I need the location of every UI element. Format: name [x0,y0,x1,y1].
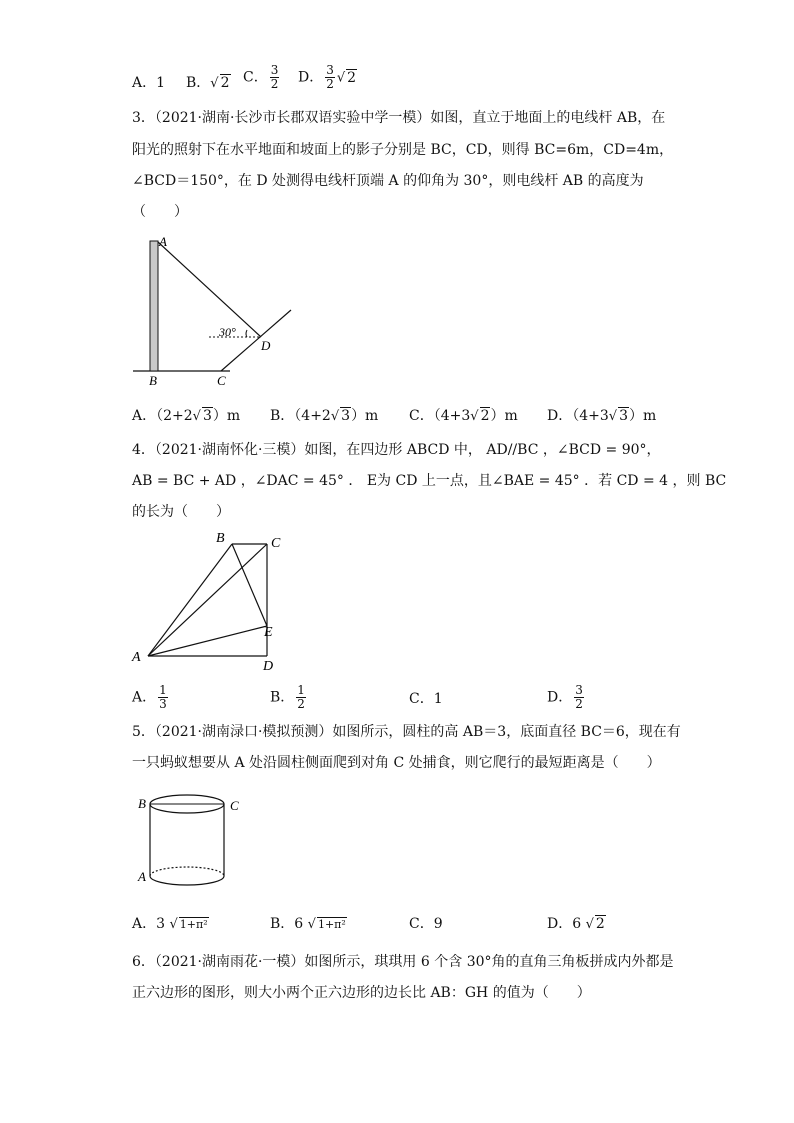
q4-label-c: C [271,536,281,551]
q3-angle-label: 30° [219,325,236,339]
q5-label-a: A [138,869,146,884]
q4-label-b: B [216,531,225,546]
q3-label-d: D [261,338,271,353]
q5-option-d: D．6 √ 2 [547,916,605,932]
q3-label-c: C [217,373,226,388]
q3-line-2: 阳光的照射下在水平地面和坡面上的影子分别是 BC，CD，则得 BC=6m，CD=4m， [132,142,674,158]
q5-option-b: B．6 √ 1+π² [270,916,346,932]
q4-figure [128,528,298,673]
q3-label-a: A [159,234,167,249]
q2-option-b: B．√ 2 [186,75,230,91]
q3-label-b: B [149,373,157,388]
q5-option-a: A．3 √ 1+π² [132,916,208,932]
q3-line-3: ∠BCD＝150°，在 D 处测得电线杆顶端 A 的仰角为 30°，则电线杆 AB 的高度为 [132,173,644,189]
q5-label-b: B [138,796,146,811]
q4-option-c: C．1 [409,691,443,707]
q6-line-1: 6．（2021·湖南雨花·一模）如图所示，琪琪用 6 个含 30°角的直角三角板拼成内外都是 [132,954,674,970]
q2-option-c: C． $\frac{3}{2}$ [243,63,279,91]
q5-line-2: 一只蚂蚁想要从 A 处沿圆柱侧面爬到对角 C 处捕食，则它爬行的最短距离是（ ） [132,755,661,771]
q3-option-d: D．（4+3√ 3）m [547,408,657,424]
q5-figure [130,790,250,895]
q5-line-1: 5．（2021·湖南渌口·模拟预测）如图所示，圆柱的高 AB＝3，底面直径 BC＝6，现在有 [132,724,681,740]
q4-line-2: AB = BC + AD ，∠DAC = 45° ． E为 CD 上一点，且∠BAE = 45° ．若 CD = 4 ，则 BC [132,473,727,489]
q4-label-d: D [263,659,274,673]
q3-line-4: （ ） [132,204,188,220]
q4-option-b: B． $\frac{1}{2}$ [270,683,305,711]
q5-label-c: C [230,798,239,813]
q3-line-1: 3．（2021·湖南·长沙市长郡双语实验中学一模）如图，直立于地面上的电线杆 AB，在 [132,110,666,126]
q4-line-1: 4．（2021·湖南怀化·三模）如图，在四边形 ABCD 中， AD//BC ，∠BCD = 90°， [132,442,661,458]
q4-line-3: 的长为（ ） [132,504,230,520]
q3-option-c: C．（4+3√ 2）m [409,408,518,424]
q4-label-e: E [264,625,273,640]
q4-label-a: A [132,650,141,665]
q2-option-d: D． $\frac{3}{2}$ √ 2 [298,63,357,91]
q5-option-c: C．9 [409,916,443,932]
q4-option-a: A． $\frac{1}{3}$ [132,683,167,711]
q4-option-d: D． $\frac{3}{2}$ [547,683,583,711]
q3-figure [125,230,305,390]
q6-line-2: 正六边形的图形，则大小两个正六边形的边长比 AB：GH 的值为（ ） [132,985,591,1001]
q3-option-b: B．（4+2√ 3）m [270,408,379,424]
q2-option-a: A．1 [132,75,166,91]
q3-option-a: A．（2+2√ 3）m [132,408,241,424]
